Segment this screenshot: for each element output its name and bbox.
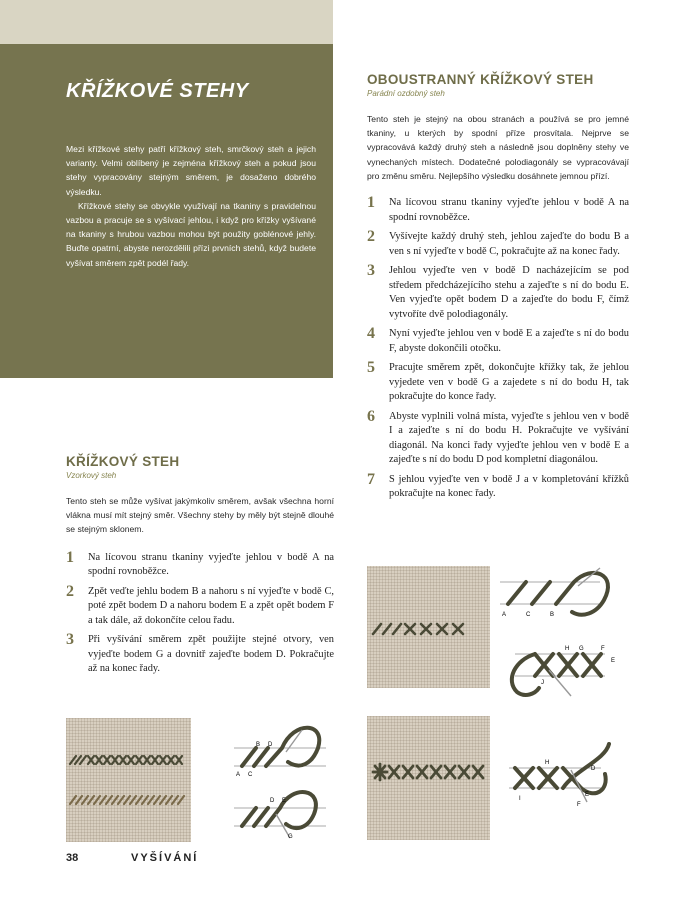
step-number: 4 — [367, 325, 375, 343]
diagram-label: E — [585, 792, 590, 798]
fabric-photo-double-cross-complete — [367, 716, 490, 840]
step-item — [367, 407, 629, 468]
step-text: Na lícovou stranu tkaniny vyjeďte jehlou v bodě A na spodní rovnoběžce. — [88, 551, 334, 578]
step-item — [367, 327, 629, 356]
step-item — [367, 470, 629, 502]
diagram-label: F — [601, 646, 605, 652]
step-text: Vyšívejte každý druhý steh, jehlou zajeďte do bodu B a ven s ní vyjeďte v bodě C, pokračujte až na konec řady. — [389, 231, 629, 257]
diagram-label: F — [577, 802, 581, 808]
step-text: Pracujte směrem zpět, dokončujte křížky tak, že jehlou vyjedete ven v bodě G a zajedete s ní do bodu H, tak pokračujte do konce řady. — [389, 362, 629, 403]
step-text: Při vyšívání směrem zpět použijte stejné otvory, ven vyjeďte bodem G a dovnitř zajeďte bodem D. Pokračujte až na konec řady. — [88, 634, 334, 675]
step-text: S jehlou vyjeďte ven v bodě J a v kompletování křížků pokračujte na konec řady. — [389, 473, 629, 500]
section-cross-stitch — [66, 454, 334, 682]
step-number: 7 — [367, 470, 375, 488]
intro-paragraph-2: Křížkové stehy se obvykle využívají na tkaniny s pravidelnou vazbou a pracuje se s vyšívací jehlou, i když pro křížky vyšívané na tkaniny s hrubou vazbou mohou být použity goblénové jehly. Buďte opatrní, abyste nerozdělili přízi prvních stehů, když budete vyšívat směrem zpět podél řady. — [66, 200, 316, 268]
intro-text — [66, 142, 316, 270]
diagram-cross-stitch-step-2 — [230, 784, 336, 844]
section-intro: Tento steh je stejný na obou stranách a používá se pro jemné tkaniny, u kterých by spodní příze prosvítala. Nejprve se vypracovává každý druhý steh a následně jsou doplněny stehy ve vynechaných místech. Dodatečné polodiagonály se vypracovávají pro změnu směru. Nejlepšího výsledku dosáhnete jemnou přízí. — [367, 114, 629, 181]
step-item — [367, 196, 629, 225]
page-number: 38 — [66, 852, 79, 864]
top-color-strip — [0, 0, 333, 44]
step-number: 1 — [66, 548, 74, 566]
diagram-label: C — [248, 772, 253, 778]
fabric-photo-cross-stitch — [66, 718, 191, 842]
diagram-label: J — [541, 680, 544, 686]
diagram-label: H — [545, 760, 550, 766]
diagram-label: G — [288, 834, 293, 840]
chapter-title: KŘÍŽKOVÉ STEHY — [66, 80, 249, 102]
step-text: Jehlou vyjeďte ven v bodě D nacházejícím se pod středem předcházejícího stehu a zajeďte s ní do bodu E. Ven vyjeďte opět bodem D a zajeďte do bodu F, čímž vytvoříte dvě polodiagonály. — [389, 265, 629, 320]
step-item — [66, 582, 334, 629]
step-number: 2 — [367, 228, 375, 246]
step-text: Zpět veďte jehlu bodem B a nahoru s ní vyjeďte v bodě C, poté zpět bodem D a nahoru bodem E a zpět opět bodem F a tak dále, až dokončíte celou řadu. — [88, 585, 334, 626]
section-double-cross-stitch — [367, 72, 629, 507]
step-list — [367, 196, 629, 502]
diagram-label: C — [526, 612, 531, 618]
section-title: OBOUSTRANNÝ KŘÍŽKOVÝ STEH — [367, 72, 594, 87]
step-item — [367, 361, 629, 405]
step-item — [66, 548, 334, 580]
diagram-label: E — [611, 658, 616, 664]
diagram-cross-stitch-step-1 — [230, 712, 336, 782]
diagram-label: B — [550, 612, 555, 618]
diagram-label: A — [502, 612, 507, 618]
diagram-label: B — [256, 742, 261, 748]
diagram-label: D — [591, 766, 596, 772]
diagram-label: D — [270, 798, 275, 804]
diagram-label: G — [579, 646, 584, 652]
diagram-label: I — [519, 796, 521, 802]
diagram-label: E — [282, 798, 287, 804]
section-title: KŘÍŽKOVÝ STEH — [66, 454, 180, 469]
step-number: 2 — [66, 582, 74, 600]
step-text: Na lícovou stranu tkaniny vyjeďte jehlou v bodě A na spodní rovnoběžce. — [389, 197, 629, 223]
intro-paragraph-1: Mezi křížkové stehy patří křížkový steh, smrčkový steh a jejich varianty. Velmi oblíbený je zejména křížkový steh a pokud jsou stehy vypracovány stejným směrem, je dosaženo dobrého výsledku. — [66, 144, 316, 197]
fabric-photo-double-cross-partial — [367, 566, 490, 688]
step-text: Nyní vyjeďte jehlou ven v bodě E a zajeďte s ní do bodu F, abyste dokončili otočku. — [389, 328, 629, 354]
diagram-label: A — [236, 772, 241, 778]
step-list — [66, 548, 334, 677]
step-number: 6 — [367, 407, 375, 425]
chapter-name: VYŠÍVÁNÍ — [131, 852, 199, 864]
step-text: Abyste vyplnili volná místa, vyjeďte s jehlou ven v bodě I a zajeďte s ní do bodu H. Pokračujte ve vyšívání diagonál. Na konci řady vyjeďte jehlou ven v bodě E a zajeďte s ní do bodu D pod kompletní diagonálou. — [389, 410, 629, 466]
step-number: 5 — [367, 359, 375, 377]
diagram-label: H — [565, 646, 570, 652]
step-item — [66, 633, 334, 677]
section-subtitle: Parádní ozdobný steh — [367, 89, 445, 98]
step-number: 3 — [367, 262, 375, 280]
step-number: 1 — [367, 194, 375, 212]
diagram-label: D — [268, 742, 273, 748]
diagram-double-cross-step-2 — [505, 630, 630, 700]
step-number: 3 — [66, 631, 74, 649]
step-item — [367, 230, 629, 259]
diagram-double-cross-step-3 — [505, 730, 630, 812]
step-item — [367, 264, 629, 322]
diagram-double-cross-step-1 — [500, 564, 630, 624]
section-intro: Tento steh se může vyšívat jakýmkoliv směrem, avšak všechna horní vlákna musí mít stejný směr. Všechny stehy by měly být stejně dlouhé se stejným sklonem. — [66, 496, 334, 535]
section-subtitle: Vzorkový steh — [66, 471, 117, 480]
